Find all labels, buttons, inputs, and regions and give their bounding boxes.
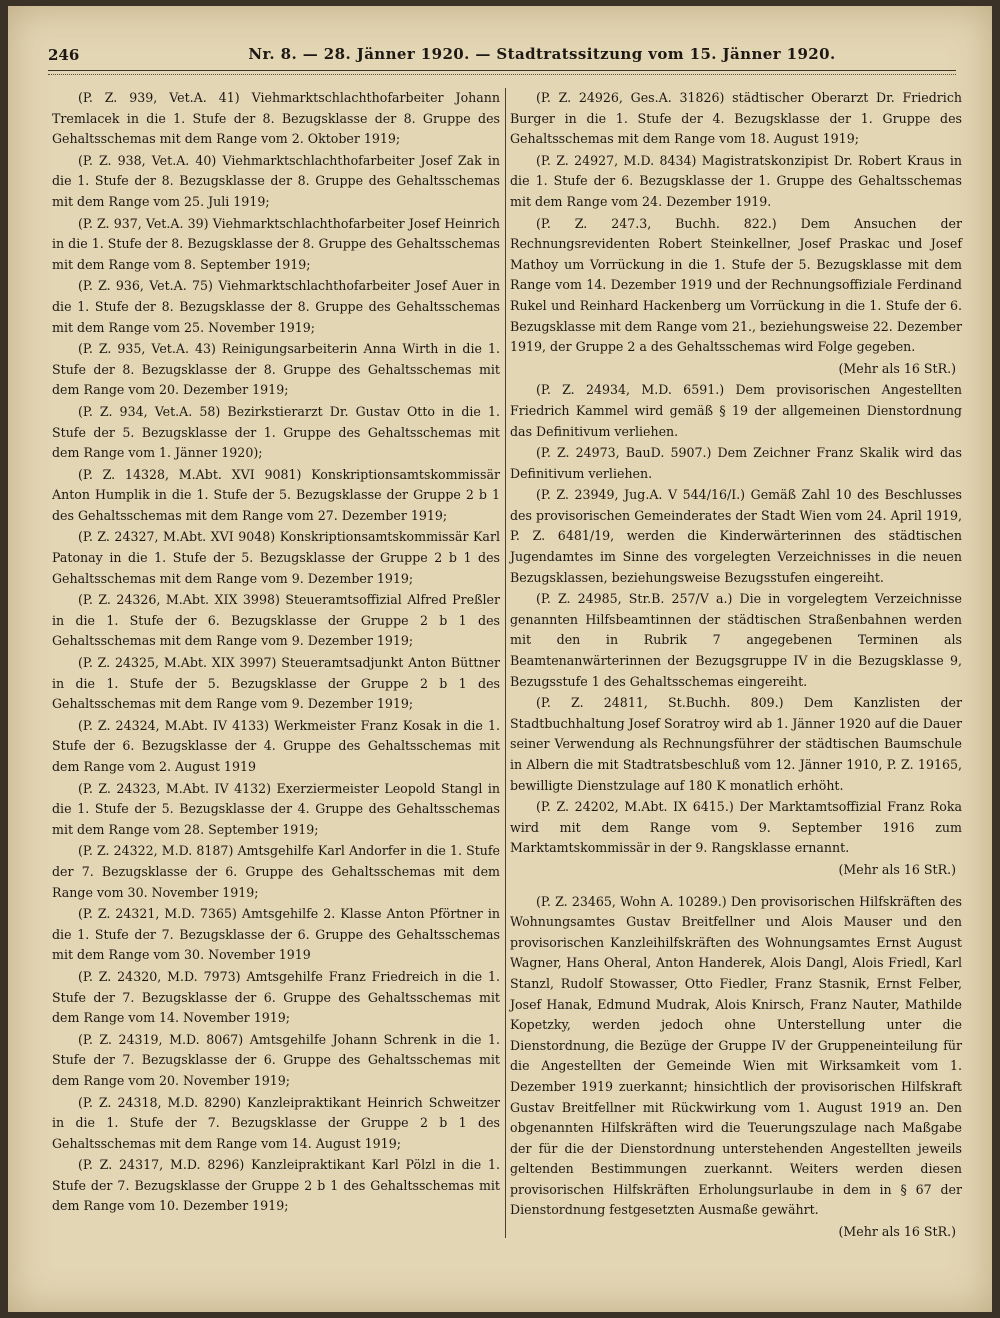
majority-note: (Mehr als 16 StR.): [838, 1224, 956, 1240]
header-rule-dotted: [48, 74, 956, 75]
entry: (P. Z. 24927, M.D. 8434) Magistratskonzipist Dr. Robert Kraus in die 1. Stufe der 6. Bezugsklasse der 1. Gruppe des Gehaltsschemas mit dem Range vom 24. Dezember 1919.: [510, 152, 962, 209]
entry: (P. Z. 24973, BauD. 5907.) Dem Zeichner Franz Skalik wird das Definitivum verliehen.: [510, 445, 962, 481]
header-rule: [48, 70, 956, 71]
entry: (P. Z. 23465, Wohn A. 10289.) Den provisorischen Hilfskräften des Wohnungsamtes Gustav Breitfellner und Alois Mauser und den provisorischen Kanzleihilfskräften des Wohnungsamtes Ernst August Wagner, Hans Oheral, Anton Handerek, Alois Dangl, Alois Friedl, Karl Stanzl, Rudolf Stowasser, Otto Fiedler, Franz Stasnik, Ernst Felber, Josef Hanak, Edmund Mudrak, Alois Knirsch, Franz Nauter, Mathilde Kopetzky, werden jedoch ohne Unterstellung unter die Dienstordnung, die Bezüge der Gruppe IV der Gruppeneinteilung für die Angestellten der Gemeinde Wien mit Wirksamkeit vom 1. Dezember 1919 zuerkannt; hinsichtlich der provisorischen Hilfskraft Gustav Breitfellner mit Rückwirkung vom 1. August 1919 an. Den obgenannten Hilfskräften wird die Teuerungszulage nach Maßgabe der für die der Dienstordnung unterstehenden Angestellten jeweils geltenden Bestimmungen zuerkannt. Weiters werden diesen provisorischen Hilfskräften Erholungsurlaube in dem in § 67 der Dienstordnung festgesetzten Ausmaße gewährt.: [510, 893, 962, 1218]
entry: (P. Z. 24926, Ges.A. 31826) städtischer Oberarzt Dr. Friedrich Burger in die 1. Stufe der 4. Bezugsklasse der 1. Gruppe des Gehaltsschemas mit dem Range vom 18. August 1919;: [510, 90, 962, 147]
running-head: Nr. 8. — 28. Jänner 1920. — Stadtratssitzung vom 15. Jänner 1920.: [248, 45, 836, 63]
page-number: 246: [48, 46, 80, 64]
entry: (P. Z. 24323, M.Abt. IV 4132) Exerziermeister Leopold Stangl in die 1. Stufe der 5. Bezugsklasse der 4. Gruppe des Gehaltsschemas mit dem Range vom 28. September 1919;: [52, 780, 500, 837]
entry: (P. Z. 24326, M.Abt. XIX 3998) Steueramtsoffizial Alfred Preßler in die 1. Stufe der 6. Bezugsklasse der Gruppe 2 b 1 des Gehaltsschemas mit dem Range vom 9. Dezember 1919;: [52, 592, 500, 649]
entry: (P. Z. 24324, M.Abt. IV 4133) Werkmeister Franz Kosak in die 1. Stufe der 6. Bezugsklasse der 4. Gruppe des Gehaltsschemas mit dem Range vom 2. August 1919: [52, 717, 500, 774]
entry: (P. Z. 24322, M.D. 8187) Amtsgehilfe Karl Andorfer in die 1. Stufe der 7. Bezugsklasse der 6. Gruppe des Gehaltsschemas mit dem Range vom 30. November 1919;: [52, 843, 500, 900]
entry: (P. Z. 24985, Str.B. 257/V a.) Die in vorgelegtem Verzeichnisse genannten Hilfsbeamtinnen der städtischen Straßenbahnen werden mit den in Rubrik 7 angegebenen Terminen als Beamtenanwärterinnen der Bezugsgruppe IV in die Bezugsklasse 9, Bezugsstufe 1 des Gehaltsschemas eingereiht.: [510, 591, 962, 689]
entry: (P. Z. 937, Vet.A. 39) Viehmarktschlachthofarbeiter Josef Heinrich in die 1. Stufe der 8. Bezugsklasse der 8. Gruppe des Gehaltsschemas mit dem Range vom 8. September 1919;: [52, 215, 500, 272]
entry: (P. Z. 24325, M.Abt. XIX 3997) Steueramtsadjunkt Anton Büttner in die 1. Stufe der 5. Bezugsklasse der Gruppe 2 b 1 des Gehaltsschemas mit dem Range vom 9. Dezember 1919;: [52, 655, 500, 712]
entry: (P. Z. 938, Vet.A. 40) Viehmarktschlachthofarbeiter Josef Zak in die 1. Stufe der 8. Bezugsklasse der 8. Gruppe des Gehaltsschemas mit dem Range vom 25. Juli 1919;: [52, 152, 500, 209]
column-divider: [505, 88, 506, 1238]
entry: (P. Z. 24327, M.Abt. XVI 9048) Konskriptionsamtskommissär Karl Patonay in die 1. Stufe der 5. Bezugsklasse der Gruppe 2 b 1 des Gehaltsschemas mit dem Range vom 9. Dezember 1919;: [52, 529, 500, 586]
entry: (P. Z. 14328, M.Abt. XVI 9081) Konskriptionsamtskommissär Anton Humplik in die 1. Stufe der 5. Bezugsklasse der Gruppe 2 b 1 des Gehaltsschemas mit dem Range vom 27. Dezember 1919;: [52, 466, 500, 523]
entry: (P. Z. 247.3, Buchh. 822.) Dem Ansuchen der Rechnungsrevidenten Robert Steinkellner, Josef Praskac und Josef Mathoy um Vorrückung in die 1. Stufe der 5. Bezugsklasse mit dem Range vom 14. Dezember 1919 und der Rechnungsoffiziale Ferdinand Rukel und Reinhard Hackenberg um Vorrückung in die 1. Stufe der 6. Bezugsklasse mit dem Range vom 21., beziehungsweise 22. Dezember 1919, der Gruppe 2 a des Gehaltsschemas wird Folge gegeben.: [510, 215, 962, 355]
entry: (P. Z. 24318, M.D. 8290) Kanzleipraktikant Heinrich Schweitzer in die 1. Stufe der 7. Bezugsklasse der Gruppe 2 b 1 des Gehaltsschemas mit dem Range vom 14. August 1919;: [52, 1094, 500, 1151]
newspaper-page: [8, 6, 992, 1312]
entry: (P. Z. 934, Vet.A. 58) Bezirkstierarzt Dr. Gustav Otto in die 1. Stufe der 5. Bezugsklasse der 1. Gruppe des Gehaltsschemas mit dem Range vom 1. Jänner 1920);: [52, 403, 500, 461]
page-header: [48, 40, 956, 68]
spacer: [510, 882, 962, 892]
entry: (P. Z. 935, Vet.A. 43) Reinigungsarbeiterin Anna Wirth in die 1. Stufe der 8. Bezugsklasse der 8. Gruppe des Gehaltsschemas mit dem Range vom 20. Dezember 1919;: [52, 341, 500, 398]
entry: (P. Z. 936, Vet.A. 75) Viehmarktschlachthofarbeiter Josef Auer in die 1. Stufe der 8. Bezugsklasse der 8. Gruppe des Gehaltsschemas mit dem Range vom 25. November 1919;: [52, 278, 500, 335]
right-column: [510, 88, 962, 1268]
entry: (P. Z. 24319, M.D. 8067) Amtsgehilfe Johann Schrenk in die 1. Stufe der 7. Bezugsklasse der 6. Gruppe des Gehaltsschemas mit dem Range vom 20. November 1919;: [52, 1031, 500, 1088]
entry: (P. Z. 24811, St.Buchh. 809.) Dem Kanzlisten der Stadtbuchhaltung Josef Soratroy wird ab 1. Jänner 1920 auf die Dauer seiner Verwendung als Rechnungsführer der städtischen Baumschule in Albern die mit Stadtratsbeschluß vom 12. Jänner 1910, P. Z. 19165, bewilligte Dienstzulage auf 180 K monatlich erhöht.: [510, 695, 962, 793]
majority-note: (Mehr als 16 StR.): [838, 861, 956, 877]
entry: (P. Z. 24934, M.D. 6591.) Dem provisorischen Angestellten Friedrich Kammel wird gemäß § 19 der allgemeinen Dienstordnung das Definitivum verliehen.: [510, 382, 962, 439]
majority-note: (Mehr als 16 StR.): [838, 360, 956, 376]
entry: (P. Z. 939, Vet.A. 41) Viehmarktschlachthofarbeiter Johann Tremlacek in die 1. Stufe der 8. Bezugsklasse der 8. Gruppe des Gehaltsschemas mit dem Range vom 2. Oktober 1919;: [52, 90, 500, 147]
entry: (P. Z. 24320, M.D. 7973) Amtsgehilfe Franz Friedreich in die 1. Stufe der 7. Bezugsklasse der 6. Gruppe des Gehaltsschemas mit dem Range vom 14. November 1919;: [52, 968, 500, 1026]
entry: (P. Z. 24202, M.Abt. IX 6415.) Der Marktamtsoffizial Franz Roka wird mit dem Range vom 9. September 1916 zum Marktamtskommissär in der 9. Rangsklasse ernannt.: [510, 799, 962, 856]
entry: (P. Z. 24321, M.D. 7365) Amtsgehilfe 2. Klasse Anton Pförtner in die 1. Stufe der 7. Bezugsklasse der 6. Gruppe des Gehaltsschemas mit dem Range vom 30. November 1919: [52, 906, 500, 963]
entry: (P. Z. 24317, M.D. 8296) Kanzleipraktikant Karl Pölzl in die 1. Stufe der 7. Bezugsklasse der Gruppe 2 b 1 des Gehaltsschemas mit dem Range vom 10. Dezember 1919;: [52, 1157, 500, 1214]
entry: (P. Z. 23949, Jug.A. V 544/16/I.) Gemäß Zahl 10 des Beschlusses des provisorischen Gemeinderates der Stadt Wien vom 24. April 1919, P. Z. 6481/19, werden die Kinderwärterinnen des städtischen Jugendamtes im Sinne des vorgelegten Verzeichnisses in die neuen Bezugsklassen, beziehungsweise Bezugsstufen eingereiht.: [510, 487, 962, 585]
left-column: [52, 88, 500, 1268]
